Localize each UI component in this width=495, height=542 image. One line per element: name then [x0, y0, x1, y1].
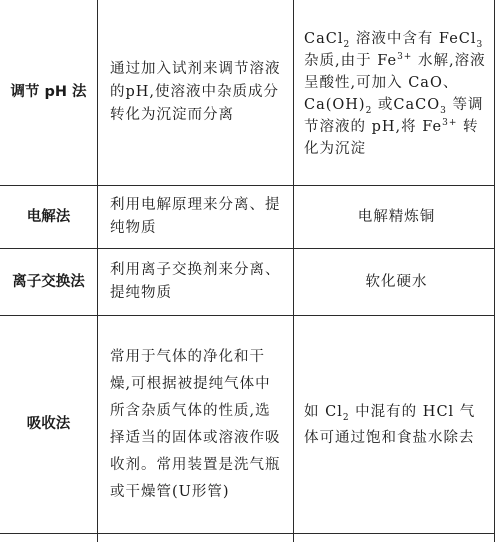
principle-cell [98, 0, 293, 185]
method-label: 离子交换法 [12, 273, 85, 290]
example-cell [294, 2, 495, 185]
example-cell [294, 186, 495, 248]
principle-text: 通过加入试剂来调节溶液的pH,使溶液中杂质成分转化为沉淀而分离 [110, 61, 281, 123]
principle-cell [98, 249, 293, 315]
principle-text: 利用电解原理来分离、提纯物质 [110, 197, 281, 236]
method-label: 电解法 [26, 208, 71, 225]
example-text: 如 $Cl_2$ 中混有的 HCl 气体可通过饱和食盐水除去 [304, 403, 476, 446]
example-cell [294, 249, 495, 315]
example-cell [294, 316, 495, 533]
method-cell [0, 316, 97, 533]
method-cell [0, 0, 97, 185]
example-text: 电解精炼铜 [357, 208, 436, 225]
example-text: 软化硬水 [365, 273, 428, 290]
table-bottom-border [0, 533, 495, 534]
method-label: 调节 pH 法 [10, 84, 87, 100]
principle-text: 利用离子交换剂来分离、提纯物质 [110, 262, 281, 301]
principle-cell [98, 316, 293, 533]
example-text: CaCl$_2$ 溶液中含有 FeCl$_3$ 杂质,由于 $Fe^{3+}$ 水解,溶液呈酸性,可加入 CaO、$Ca(OH)_2$ 或CaCO$_3$ 等调节溶液的 pH,将 $Fe^{3+}$ 转化为沉淀 [304, 30, 486, 157]
method-cell [0, 249, 97, 315]
principle-cell [98, 186, 293, 248]
method-cell [0, 186, 97, 248]
method-label: 吸收法 [26, 416, 71, 432]
principle-text: 常用于气体的净化和干燥,可根据被提纯气体中所含杂质气体的性质,选择适当的固体或溶液作吸收剂。常用装置是洗气瓶或干燥管(U形管) [110, 348, 281, 500]
